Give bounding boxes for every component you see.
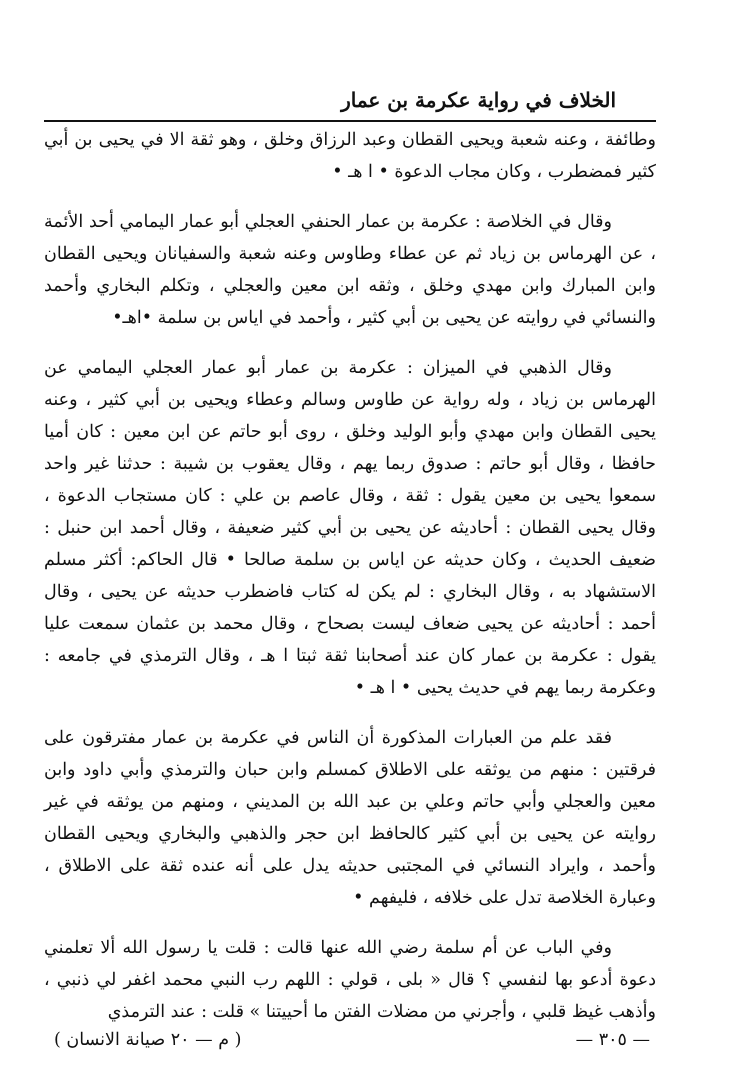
running-header: [44, 84, 656, 122]
body-text: [44, 124, 656, 1028]
paragraph-gap: [44, 704, 656, 722]
paragraph-khulasa-quote: وقال في الخلاصة : عكرمة بن عمار الحنفي العجلي أبو عمار اليمامي أحد الأئمة ، عن الهرماس بن زياد ثم عن عطاء وطاوس وعنه شعبة والسفيانان ويحيى القطان وابن المبارك وابن مهدي وخلق ، وثقه ابن معين والعجلي ، وتكلم البخاري وأحمد والنسائي في روايته عن يحيى بن أبي كثير ، وأحمد في اياس بن سلمة •اهـ•: [44, 212, 656, 328]
paragraph-gap: [44, 914, 656, 932]
page-footer: [54, 1030, 650, 1062]
paragraph-gap: [44, 334, 656, 352]
paragraph-conclusion: فقد علم من العبارات المذكورة أن الناس في عكرمة بن عمار مفترقون على فرقتين : منهم من يوثقه على الاطلاق كمسلم وابن حبان والترمذي وأبي داود وابن معين والعجلي وأبي حاتم وعلي بن عبد الله بن المديني ، ومنهم من يوثقه في غير روايته عن يحيى بن أبي كثير كالحافظ ابن حجر والذهبي والبخاري ويحيى القطان وأحمد ، وايراد النسائي في المجتبى حديثه يدل على أنه عنده ثقة على الاطلاق ، وعبارة الخلاصة تدل على خلافه ، فليفهم •: [44, 728, 656, 908]
book-page: [44, 0, 656, 1090]
printer-signature: ( م — ٢٠ صيانة الانسان ): [54, 1030, 242, 1050]
paragraph-gap: [44, 188, 656, 206]
page-title: الخلاف في رواية عكرمة بن عمار: [341, 88, 616, 112]
paragraph-continuation: وطائفة ، وعنه شعبة ويحيى القطان وعبد الرزاق وخلق ، وهو ثقة الا في يحيى بن أبي كثير فمضطرب ، وكان مجاب الدعوة • ا هـ •: [44, 130, 656, 182]
paragraph-dhahabi-quote: وقال الذهبي في الميزان : عكرمة بن عمار أبو عمار العجلي اليمامي عن الهرماس بن زياد ، وله رواية عن طاوس وسالم وعطاء ويحيى بن أبي كثير ، وعنه يحيى القطان وابن مهدي وأبو الوليد وخلق ، روى أبو حاتم عن ابن معين : كان أميا حافظا ، وقال أبو حاتم : صدوق ربما يهم ، وقال يعقوب بن شيبة : حدثنا غير واحد سمعوا يحيى بن معين يقول : ثقة ، وقال عاصم بن علي : كان مستجاب الدعوة ، وقال يحيى القطان : أحاديثه عن يحيى بن أبي كثير ضعيفة ، وقال أحمد ابن حنبل : ضعيف الحديث ، وكان حديثه عن اياس بن سلمة صالحا • قال الحاكم: أكثر مسلم الاستشهاد به ، وقال البخاري : لم يكن له كتاب فاضطرب حديثه عن يحيى ، وقال أحمد : أحاديثه عن يحيى ضعاف ليست بصحاح ، وقال محمد بن عثمان سمعت عليا يقول : عكرمة بن عمار كان عند أصحابنا ثقة ثبتا ا هـ ، وقال الترمذي في جامعه : وعكرمة ربما يهم في حديث يحيى • ا هـ •: [44, 358, 656, 698]
paragraph-umm-salama-hadith: وفي الباب عن أم سلمة رضي الله عنها قالت : قلت يا رسول الله ألا تعلمني دعوة أدعو بها لنفسي ؟ قال « بلى ، قولي : اللهم رب النبي محمد اغفر لي ذنبي ، وأذهب غيظ قلبي ، وأجرني من مضلات الفتن ما أحييتنا » قلت : عند الترمذي: [44, 938, 656, 1022]
page-number: — ٣٠٥ —: [575, 1030, 650, 1050]
